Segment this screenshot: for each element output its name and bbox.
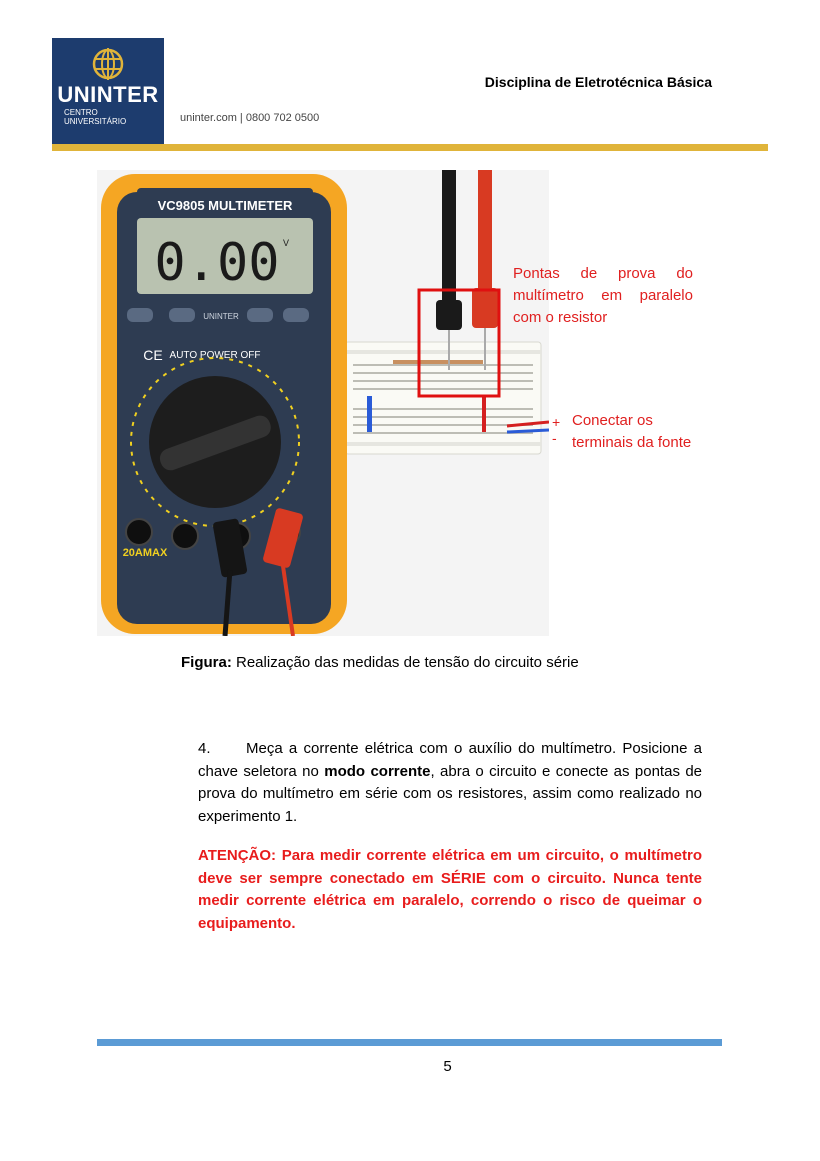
globe-icon <box>88 46 128 82</box>
step-text-after: , abra o circuito e conecte as pontas de prova do multímetro em série com os resistores, assim como realizado no experimento 1. <box>198 762 703 825</box>
meter-model: VC9805 MULTIMETER <box>157 198 293 213</box>
display-unit: V <box>283 238 290 248</box>
header-contact: uninter.com | 0800 702 0500 <box>180 112 320 124</box>
port-label: 20AMAX <box>122 547 168 559</box>
step-text-before: Meça a corrente elétrica com o auxílio do multímetro. Posicione a chave seletora no <box>198 740 702 780</box>
step-number: 4. <box>198 740 211 757</box>
uninter-logo <box>52 38 164 144</box>
step-4-paragraph <box>198 738 702 828</box>
caption-label: Figura: <box>181 654 232 671</box>
meter-brand: UNINTER <box>203 312 239 321</box>
logo-sub-line1: CENTRO <box>64 108 98 117</box>
multimeter <box>101 174 347 636</box>
header-title: Disciplina de Eletrotécnica Básica <box>484 74 712 90</box>
page-number: 5 <box>443 1058 452 1075</box>
logo-sub-line2: UNIVERSITÁRIO <box>64 117 127 126</box>
header-divider <box>52 144 768 151</box>
display-reading: 0.00 <box>154 233 280 293</box>
caption-text: Realização das medidas de tensão do circuito série <box>231 654 579 671</box>
annotation-probes: Pontas de prova do multímetro em paralelo com o resistor <box>513 265 693 326</box>
auto-power-off-label: AUTO POWER OFF <box>169 350 261 361</box>
step-bold: modo corrente <box>324 762 431 780</box>
warning-paragraph: ATENÇÃO: Para medir corrente elétrica em um circuito, o multímetro deve ser sempre conectado em SÉRIE com o circuito. Nunca tente medir corrente elétrica em paralelo, correndo o risco de queimar o equipamento. <box>198 847 702 932</box>
svg-text:CE: CE <box>143 347 163 363</box>
multimeter-illustration <box>97 170 549 636</box>
polarity-marks <box>552 414 560 446</box>
footer-divider <box>97 1039 722 1046</box>
breadboard <box>345 342 549 454</box>
logo-name: UNINTER <box>57 82 159 107</box>
figure-photo <box>97 170 549 636</box>
plus-sign: + <box>552 414 561 430</box>
figure-caption <box>181 654 579 671</box>
logo-subtitle <box>64 108 126 126</box>
minus-sign: - <box>552 430 557 446</box>
annotation-source: Conectar os terminais da fonte <box>572 412 692 451</box>
